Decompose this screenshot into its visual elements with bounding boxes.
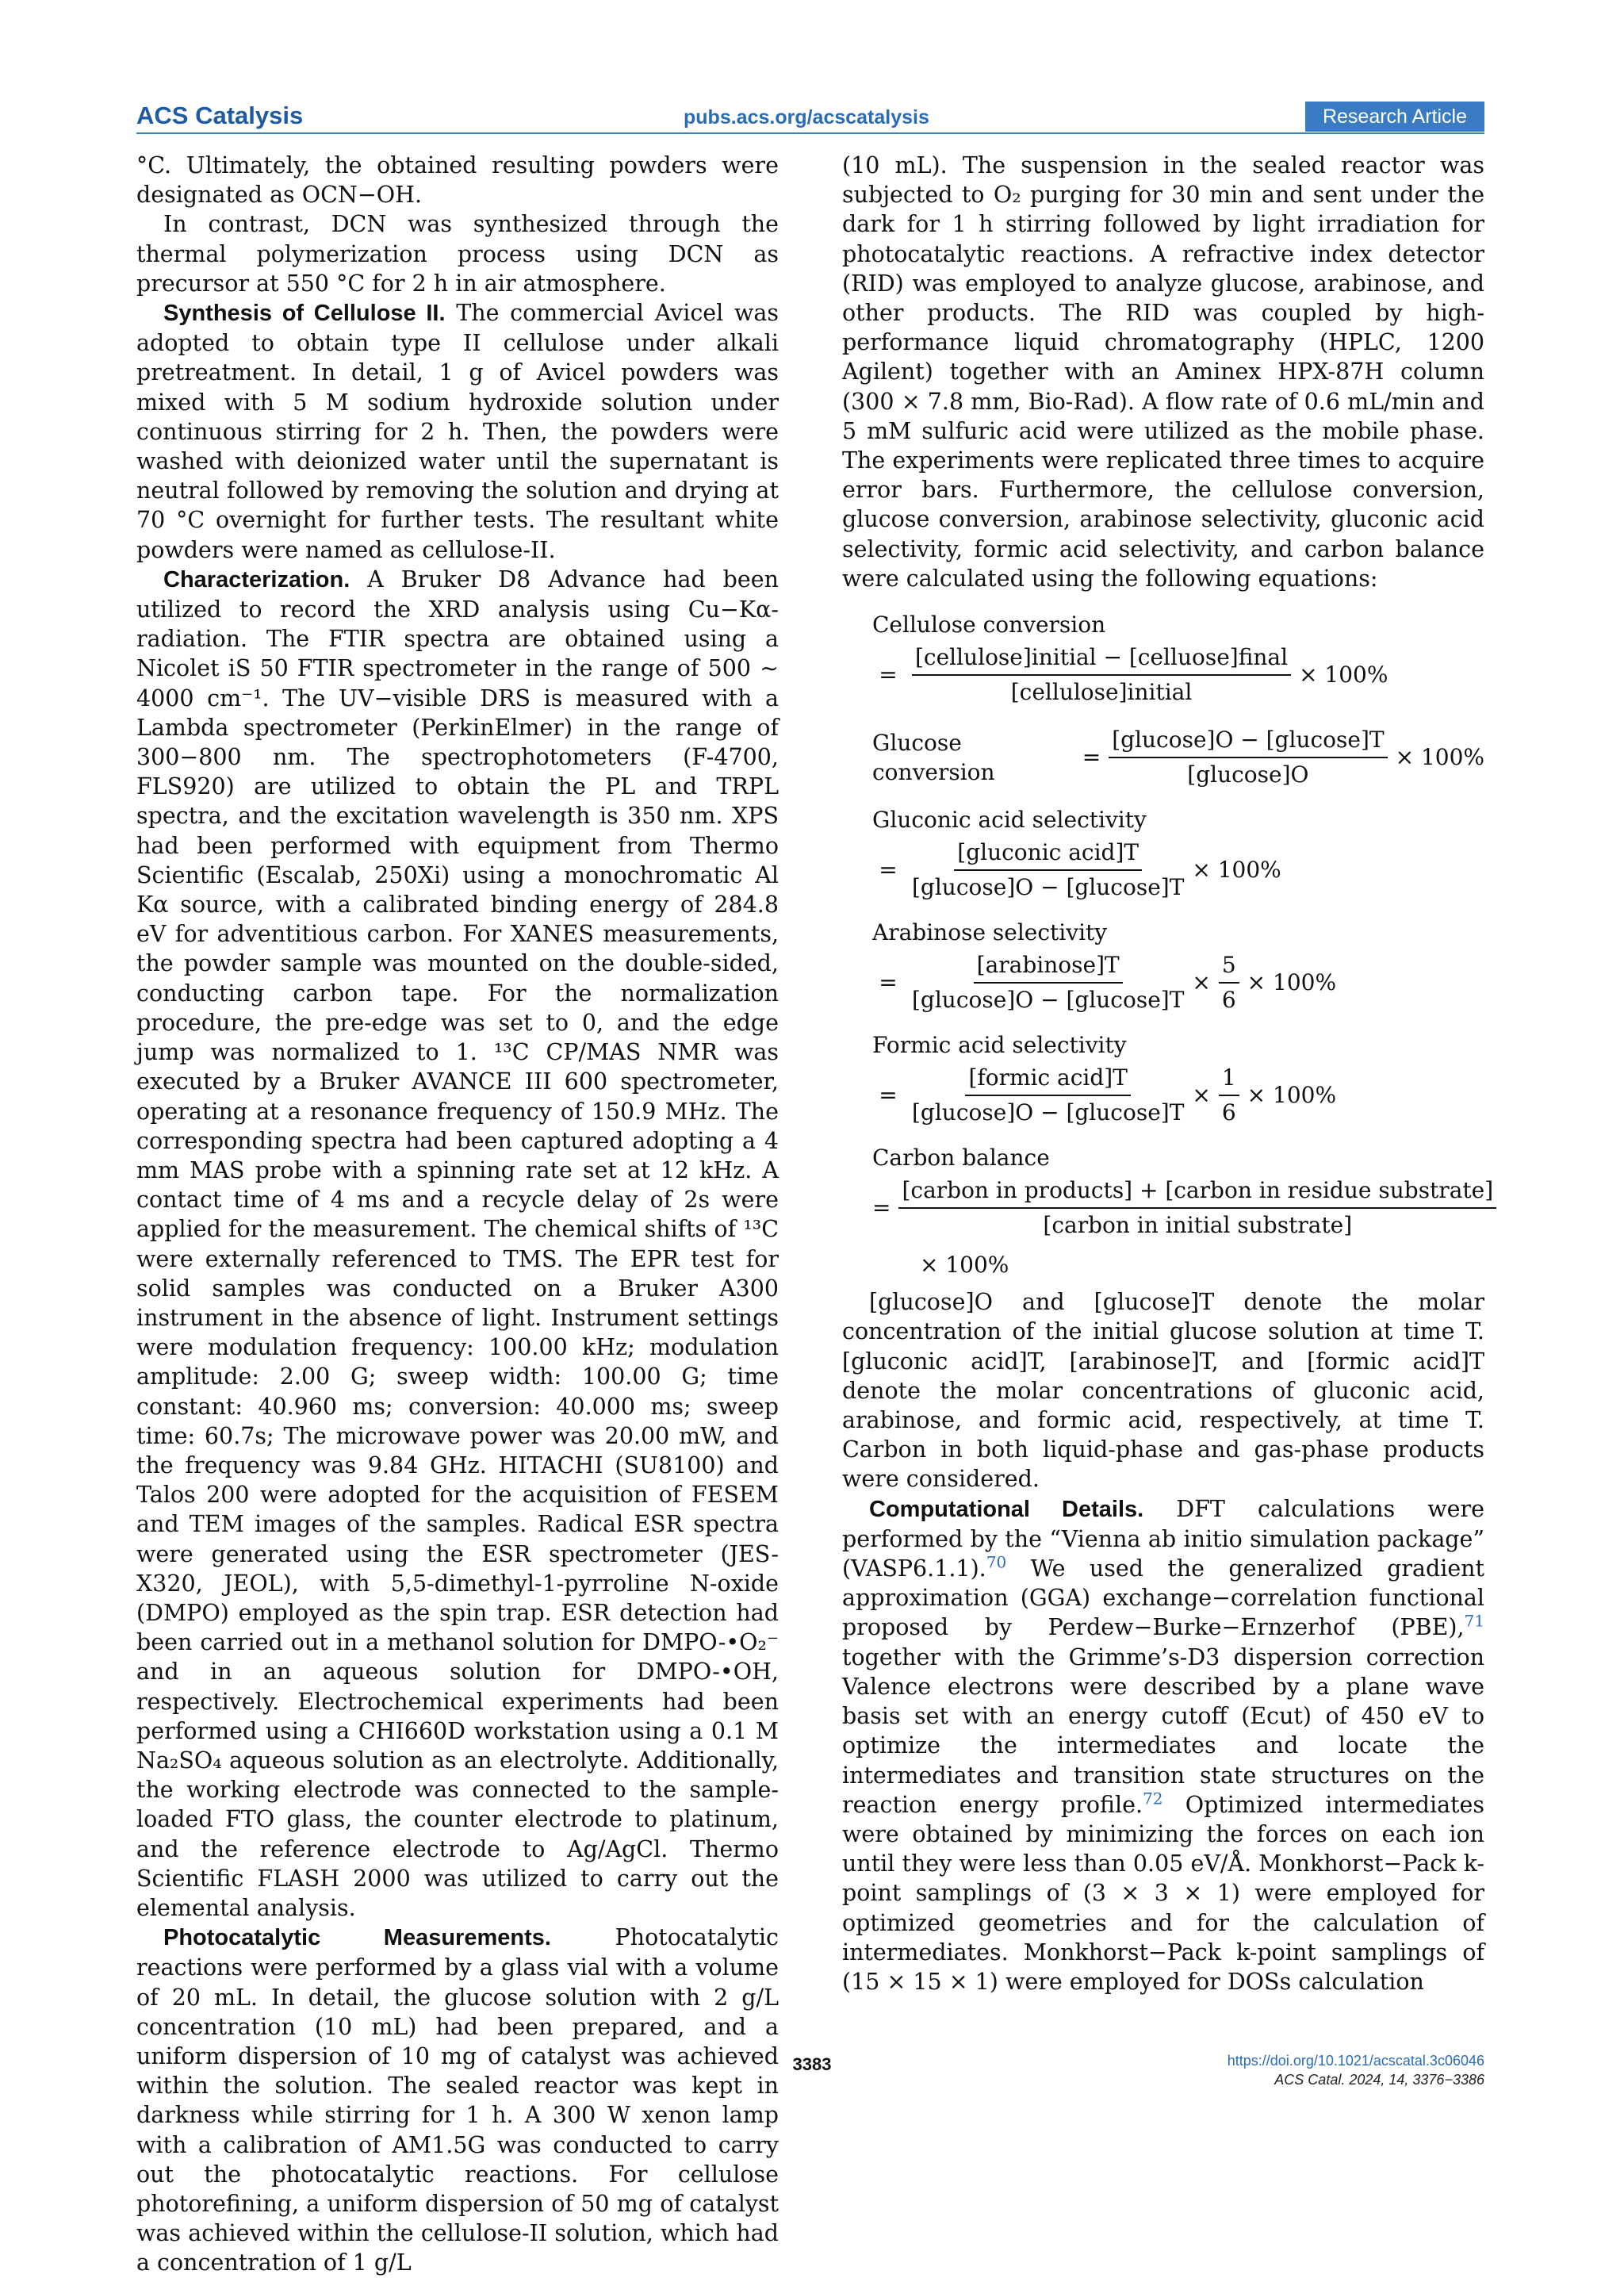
fraction [898, 1177, 1496, 1239]
fraction-one-sixth: $\frac{1}{6}$ [1219, 1064, 1239, 1126]
equation-title: Gluconic acid selectivity [872, 807, 1147, 834]
numerator: [formic acid]T [965, 1064, 1130, 1096]
equation-gluconic-selectivity: = $\frac{\text{[gluconic acid]T}}{\text{[glucose]O − [glucose]T}}$ × 100% [879, 839, 1281, 901]
denominator: [glucose]O − [glucose]T [912, 1099, 1185, 1126]
article-type-badge: Research Article [1305, 102, 1484, 132]
doi-link[interactable]: https://doi.org/10.1021/acscatal.3c06046 [1227, 2053, 1484, 2069]
reference-link[interactable]: 72 [1143, 1789, 1163, 1808]
right-column [842, 151, 1494, 1996]
paragraph: (10 mL). The suspension in the sealed reactor was subjected to O₂ purging for 30 min and sent under the dark for 1 h stirring followed by light irradiation for photocatalytic reactions. A refractive index detector (RID) was employed to analyze glucose, arabinose, and other products. The RID was coupled by high-performance liquid chromatography (HPLC, 1200 Agilent) together with an Aminex HPX-87H column (300 × 7.8 mm, Bio-Rad). A flow rate of 0.6 mL/min and 5 mM sulfuric acid were utilized as the mobile phase. The experiments were replicated three times to acquire error bars. Furthermore, the cellulose conversion, glucose conversion, arabinose selectivity, gluconic acid selectivity, formic acid selectivity, and carbon balance were calculated using the following equations: [842, 152, 1484, 592]
times-100: × 100% [1247, 1082, 1337, 1109]
reference-link[interactable]: 71 [1464, 1611, 1484, 1631]
section-text: Optimized intermediates were obtained by minimizing the forces on each ion until they were less than 0.05 eV/Å. Monkhorst−Pack k-point samplings of (3 × 3 × 1) were employed for optimized geometries and for the calculation of intermediates. Monkhorst−Pack k-point samplings of (15 × 15 × 1) were employed for DOSs calculation [842, 1791, 1484, 1995]
fraction [912, 644, 1291, 706]
equation-title: Arabinose selectivity [872, 919, 1108, 946]
equation-title: Cellulose conversion [872, 612, 1106, 639]
times-100: × 100% [1395, 744, 1484, 771]
header-rule [136, 132, 1484, 134]
section-characterization [136, 565, 779, 1923]
section-text: We used the generalized gradient approximation (GGA) exchange−correlation functional proposed by Perdew−Burke−Ernzerhof (PBE), [842, 1555, 1484, 1641]
fraction-five-sixths: $\frac{5}{6}$ [1219, 952, 1239, 1014]
fraction [912, 952, 1184, 1014]
times-100: × 100% [1192, 857, 1281, 884]
section-text: A Bruker D8 Advance had been utilized to record the XRD analysis using Cu−Kα-radiation. The FTIR spectra are obtained using a Nicolet iS 50 FTIR spectrometer in the range of 500 ∼ 4000 cm⁻¹. The UV−visible DRS is measured with a Lambda spectrometer (PerkinElmer) in the range of 300−800 nm. The spectrophotometers (F-4700, FLS920) are utilized to obtain the PL and TRPL spectra, and the excitation wavelength is 350 nm. XPS had been performed with equipment from Thermo Scientific (Escalab, 250Xi) using a monochromatic Al Kα source, with a calibrated binding energy of 284.8 eV for adventitious carbon. For XANES measurements, the powder sample was mounted on the double-sided, conducting carbon tape. For the normalization procedure, the pre-edge was set to 0, and the edge jump was normalized to 1. ¹³C CP/MAS NMR was executed by a Bruker AVANCE III 600 spectrometer, operating at a resonance frequency of 150.9 MHz. The corresponding spectra had been captured adopting a 4 mm MAS probe with a spinning rate set at 12 kHz. A contact time of 4 ms and a recycle delay of 2s were applied for the measurement. The chemical shifts of ¹³C were externally referenced to TMS. The EPR test for solid samples was conducted on a Bruker A300 instrument in the absence of light. Instrument settings were modulation frequency: 100.00 kHz; modulation amplitude: 2.00 G; sweep width: 100.00 G; time constant: 40.960 ms; conversion: 40.000 ms; sweep time: 60.7s; The microwave power was 20.00 mW, and the frequency was 9.84 GHz. HITACHI (SU8100) and Talos 200 were adopted for the acquisition of FESEM and TEM images of the samples. Radical ESR spectra were generated using the ESR spectrometer (JES-X320, JEOL), with 5,5-dimethyl-1-pyrroline N-oxide (DMPO) employed as the spin trap. ESR detection had been carried out in a methanol solution for DMPO-•O₂⁻ and in an aqueous solution for DMPO-•OH, respectively. Electrochemical experiments had been performed using a CHI660D workstation using a 0.1 M Na₂SO₄ aqueous solution as an electrolyte. Additionally, the working electrode was connected to the sample-loaded FTO glass, the counter electrode to platinum, and the reference electrode to Ag/AgCl. Thermo Scientific FLASH 2000 was utilized to carry out the elemental analysis. [136, 566, 779, 1921]
section-text: Photocatalytic reactions were performed by a glass vial with a volume of 20 mL. In detail, the glucose solution with 2 g/L concentration (10 mL) had been prepared, and a uniform dispersion of 10 mg of catalyst was achieved within the solution. The sealed reactor was kept in darkness while stirring for 1 h. A 300 W xenon lamp with a calibration of AM1.5G was conducted to carry out the photocatalytic reactions. For cellulose photorefining, a uniform dispersion of 50 mg of catalyst was achieved within the cellulose-II solution, which had a concentration of 1 g/L [136, 1924, 779, 2276]
section-heading: Synthesis of Cellulose II. [163, 301, 446, 327]
denominator: [glucose]O − [glucose]T [912, 987, 1185, 1014]
journal-name[interactable]: ACS Catalysis [136, 102, 304, 129]
denominator: [cellulose]initial [1010, 679, 1193, 706]
page-header [136, 102, 1484, 133]
section-heading: Characterization. [163, 566, 350, 593]
equation-cellulose-conversion: = $\frac{\text{[cellulose]initial − [celluose]final}}{\text{[cellulose]initial}}$ × 100% [879, 644, 1388, 706]
equation-glucose-conversion: Glucose conversion = $\frac{\text{[glucose]O − [glucose]T}}{\text{[glucose]O}}$ × 100% [872, 727, 1484, 788]
equation-arabinose-selectivity: = $\frac{\text{[arabinose]T}}{\text{[glucose]O − [glucose]T}}$ × $\frac{5}{6}$ × 100% [879, 952, 1337, 1014]
equation-title: Glucose conversion [872, 729, 995, 786]
left-column [136, 151, 779, 2278]
numerator: [carbon in products] + [carbon in residue substrate] [898, 1177, 1496, 1209]
section-synthesis [136, 298, 779, 565]
times-100: × 100% [1247, 969, 1337, 996]
fraction [1109, 727, 1387, 788]
numerator: [gluconic acid]T [954, 839, 1142, 871]
section-photocatalytic [136, 1923, 779, 2277]
section-computational [842, 1494, 1484, 1996]
equation-title: Formic acid selectivity [872, 1032, 1127, 1059]
section-heading: Computational Details. [869, 1496, 1144, 1522]
citation: ACS Catal. 2024, 14, 3376−3386 [1274, 2072, 1484, 2088]
equation-carbon-balance: = $\frac{\text{[carbon in products] + [carbon in residue substrate]}}{\text{[carbon in initial substrate]}}$ [872, 1177, 1484, 1239]
fraction [912, 839, 1184, 901]
section-text: together with the Grimme’s-D3 dispersion correction Valence electrons were described by a plane wave basis set with an energy cutoff (Ecut) of 450 eV to optimize the intermediates and locate the intermediates and transition state structures on the reaction energy profile. [842, 1643, 1484, 1818]
journal-site-link[interactable]: pubs.acs.org/acscatalysis [684, 106, 929, 128]
paragraph: °C. Ultimately, the obtained resulting powders were designated as OCN−OH. [136, 152, 779, 209]
section-text: The commercial Avicel was adopted to obtain type II cellulose under alkali pretreatment. In detail, 1 g of Avicel powders was mixed with 5 M sodium hydroxide solution under continuous stirring for 2 h. Then, the powders were washed with deionized water until the supernatant is neutral followed by removing the solution and drying at 70 °C overnight for further tests. The resultant white powders were named as cellulose-II. [136, 300, 779, 563]
equation-formic-selectivity: = $\frac{\text{[formic acid]T}}{\text{[glucose]O − [glucose]T}}$ × $\frac{1}{6}$ × 100% [879, 1064, 1337, 1126]
paragraph: In contrast, DCN was synthesized through the thermal polymerization process using DCN as precursor at 550 °C for 2 h in air atmosphere. [136, 211, 779, 297]
page-number: 3383 [792, 2054, 832, 2074]
section-heading: Photocatalytic Measurements. [163, 1925, 551, 1951]
denominator: [glucose]O [1187, 761, 1309, 788]
fraction [912, 1064, 1184, 1126]
denominator: [carbon in initial substrate] [1043, 1212, 1353, 1239]
section-text: DFT calculations were performed by the “Vienna ab initio simulation package” (VASP6.1.1). [842, 1495, 1485, 1582]
denominator: [glucose]O − [glucose]T [912, 874, 1185, 901]
paragraph-definitions: [glucose]O and [glucose]T denote the molar concentration of the initial glucose solution at time T. [gluconic acid]T, [arabinose]T, and [formic acid]T denote the molar concentrations of gluconic acid, arabinose, and formic acid, respectively, at time T. Carbon in both liquid-phase and gas-phase products were considered. [842, 1289, 1484, 1493]
equation-title: Carbon balance [872, 1145, 1050, 1172]
equations [872, 611, 1494, 1279]
times-100: × 100% [1299, 662, 1388, 688]
numerator: [glucose]O − [glucose]T [1109, 727, 1387, 758]
numerator: [cellulose]initial − [celluose]final [912, 644, 1291, 676]
numerator: [arabinose]T [974, 952, 1123, 984]
reference-link[interactable]: 70 [986, 1552, 1007, 1572]
times-100: × 100% [920, 1252, 1009, 1279]
